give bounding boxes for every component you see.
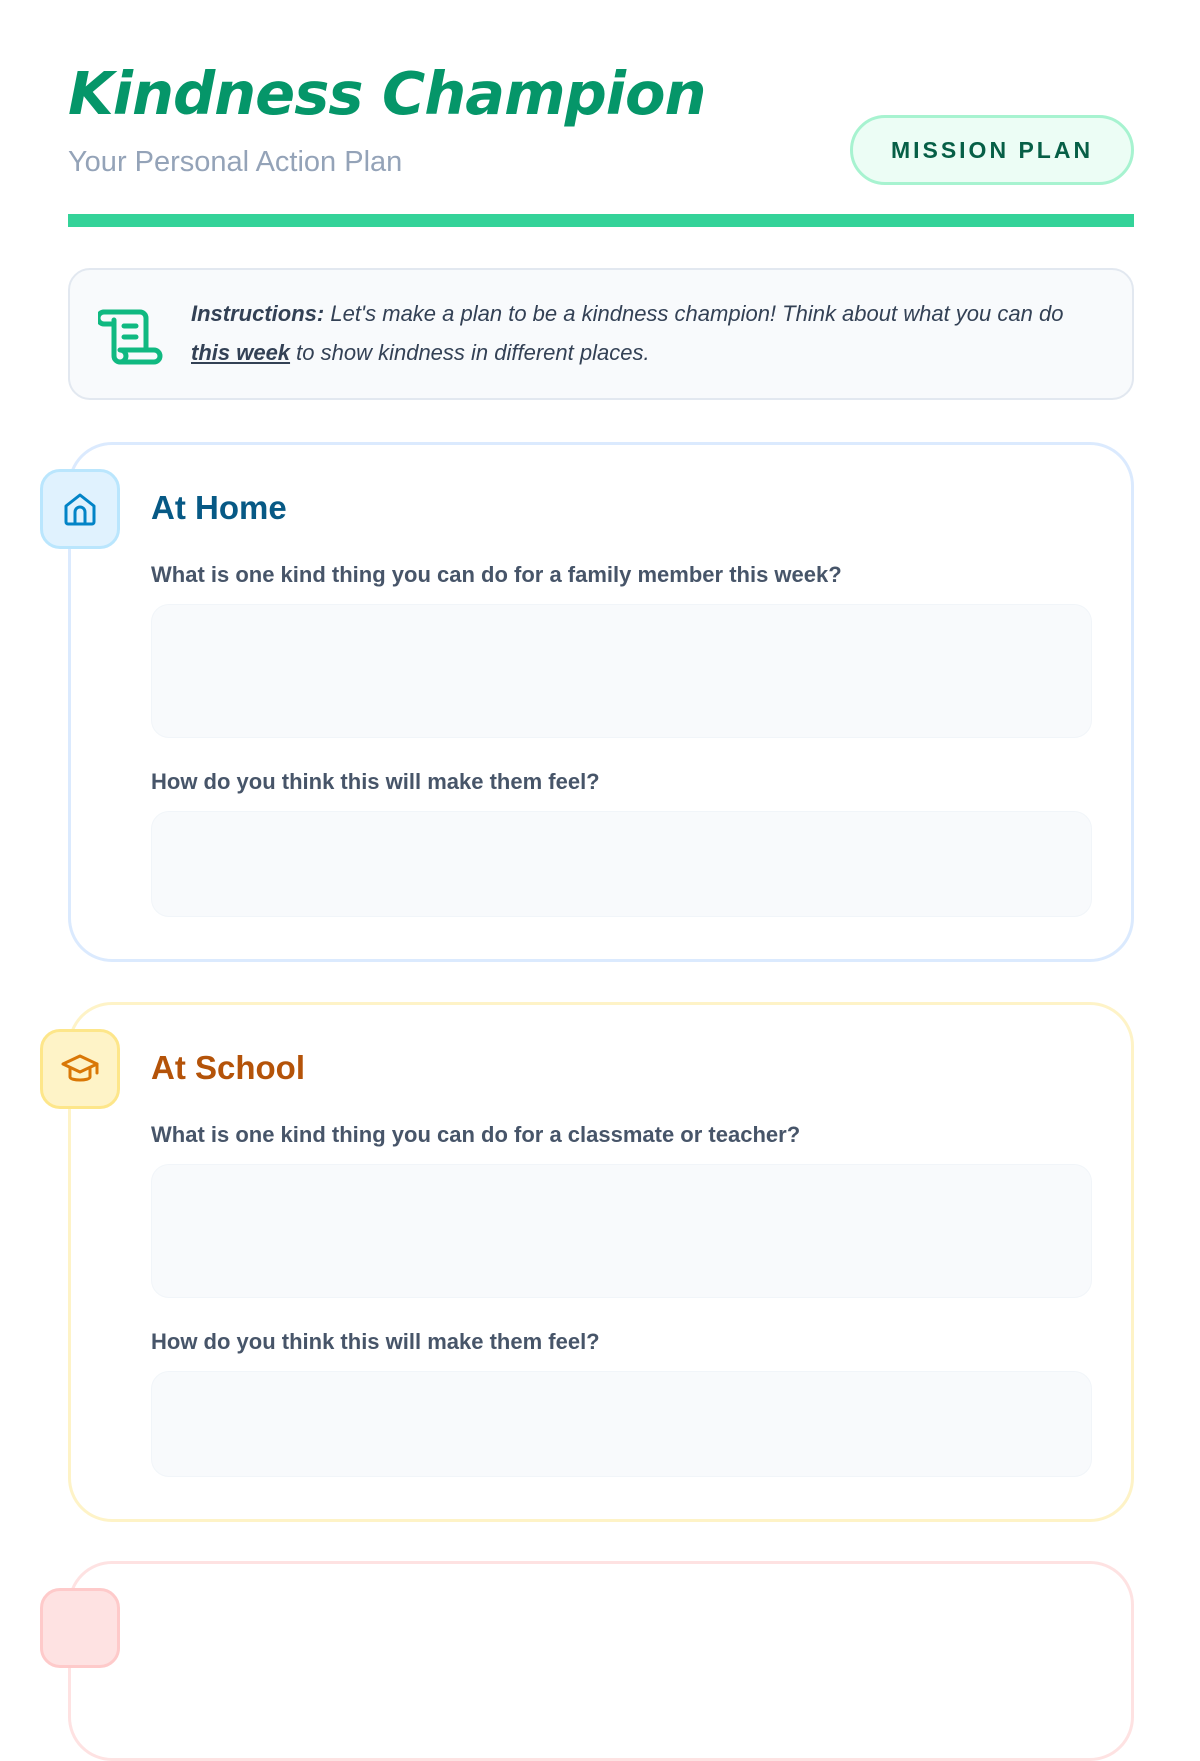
header-divider — [68, 214, 1134, 227]
question-home-1: What is one kind thing you can do for a family member this week? — [151, 562, 842, 587]
graduation-cap-icon — [60, 1049, 100, 1089]
instructions-text — [191, 294, 1091, 372]
instructions-text-after: to show kindness in different places. — [290, 340, 650, 365]
question-school-1: What is one kind thing you can do for a classmate or teacher? — [151, 1122, 801, 1147]
section-title-school: At School — [151, 1049, 305, 1086]
instructions-box — [68, 268, 1134, 400]
question-school-2: How do you think this will make them feel? — [151, 1329, 600, 1354]
worksheet-page — [68, 0, 1134, 1354]
answer-field-school-1[interactable] — [151, 1164, 1092, 1298]
page-subtitle: Your Personal Action Plan — [68, 146, 403, 178]
scroll-icon — [98, 306, 164, 366]
section-card-partial — [68, 1561, 1134, 1761]
section-icon-partial — [40, 1588, 120, 1668]
instructions-text-before: Let's make a plan to be a kindness champion! Think about what you can do — [324, 301, 1064, 326]
question-home-2: How do you think this will make them feel? — [151, 769, 600, 794]
mission-plan-badge: MISSION PLAN — [850, 115, 1134, 185]
answer-field-home-2[interactable] — [151, 811, 1092, 917]
instructions-label: Instructions: — [191, 301, 325, 326]
instructions-emphasis: this week — [191, 340, 291, 365]
answer-field-school-2[interactable] — [151, 1371, 1092, 1477]
header — [68, 0, 1134, 228]
answer-field-home-1[interactable] — [151, 604, 1092, 738]
section-title-home: At Home — [151, 489, 287, 526]
section-icon-home — [40, 469, 120, 549]
home-icon — [61, 490, 99, 528]
page-title: Kindness Champion — [68, 59, 706, 128]
section-icon-school — [40, 1029, 120, 1109]
